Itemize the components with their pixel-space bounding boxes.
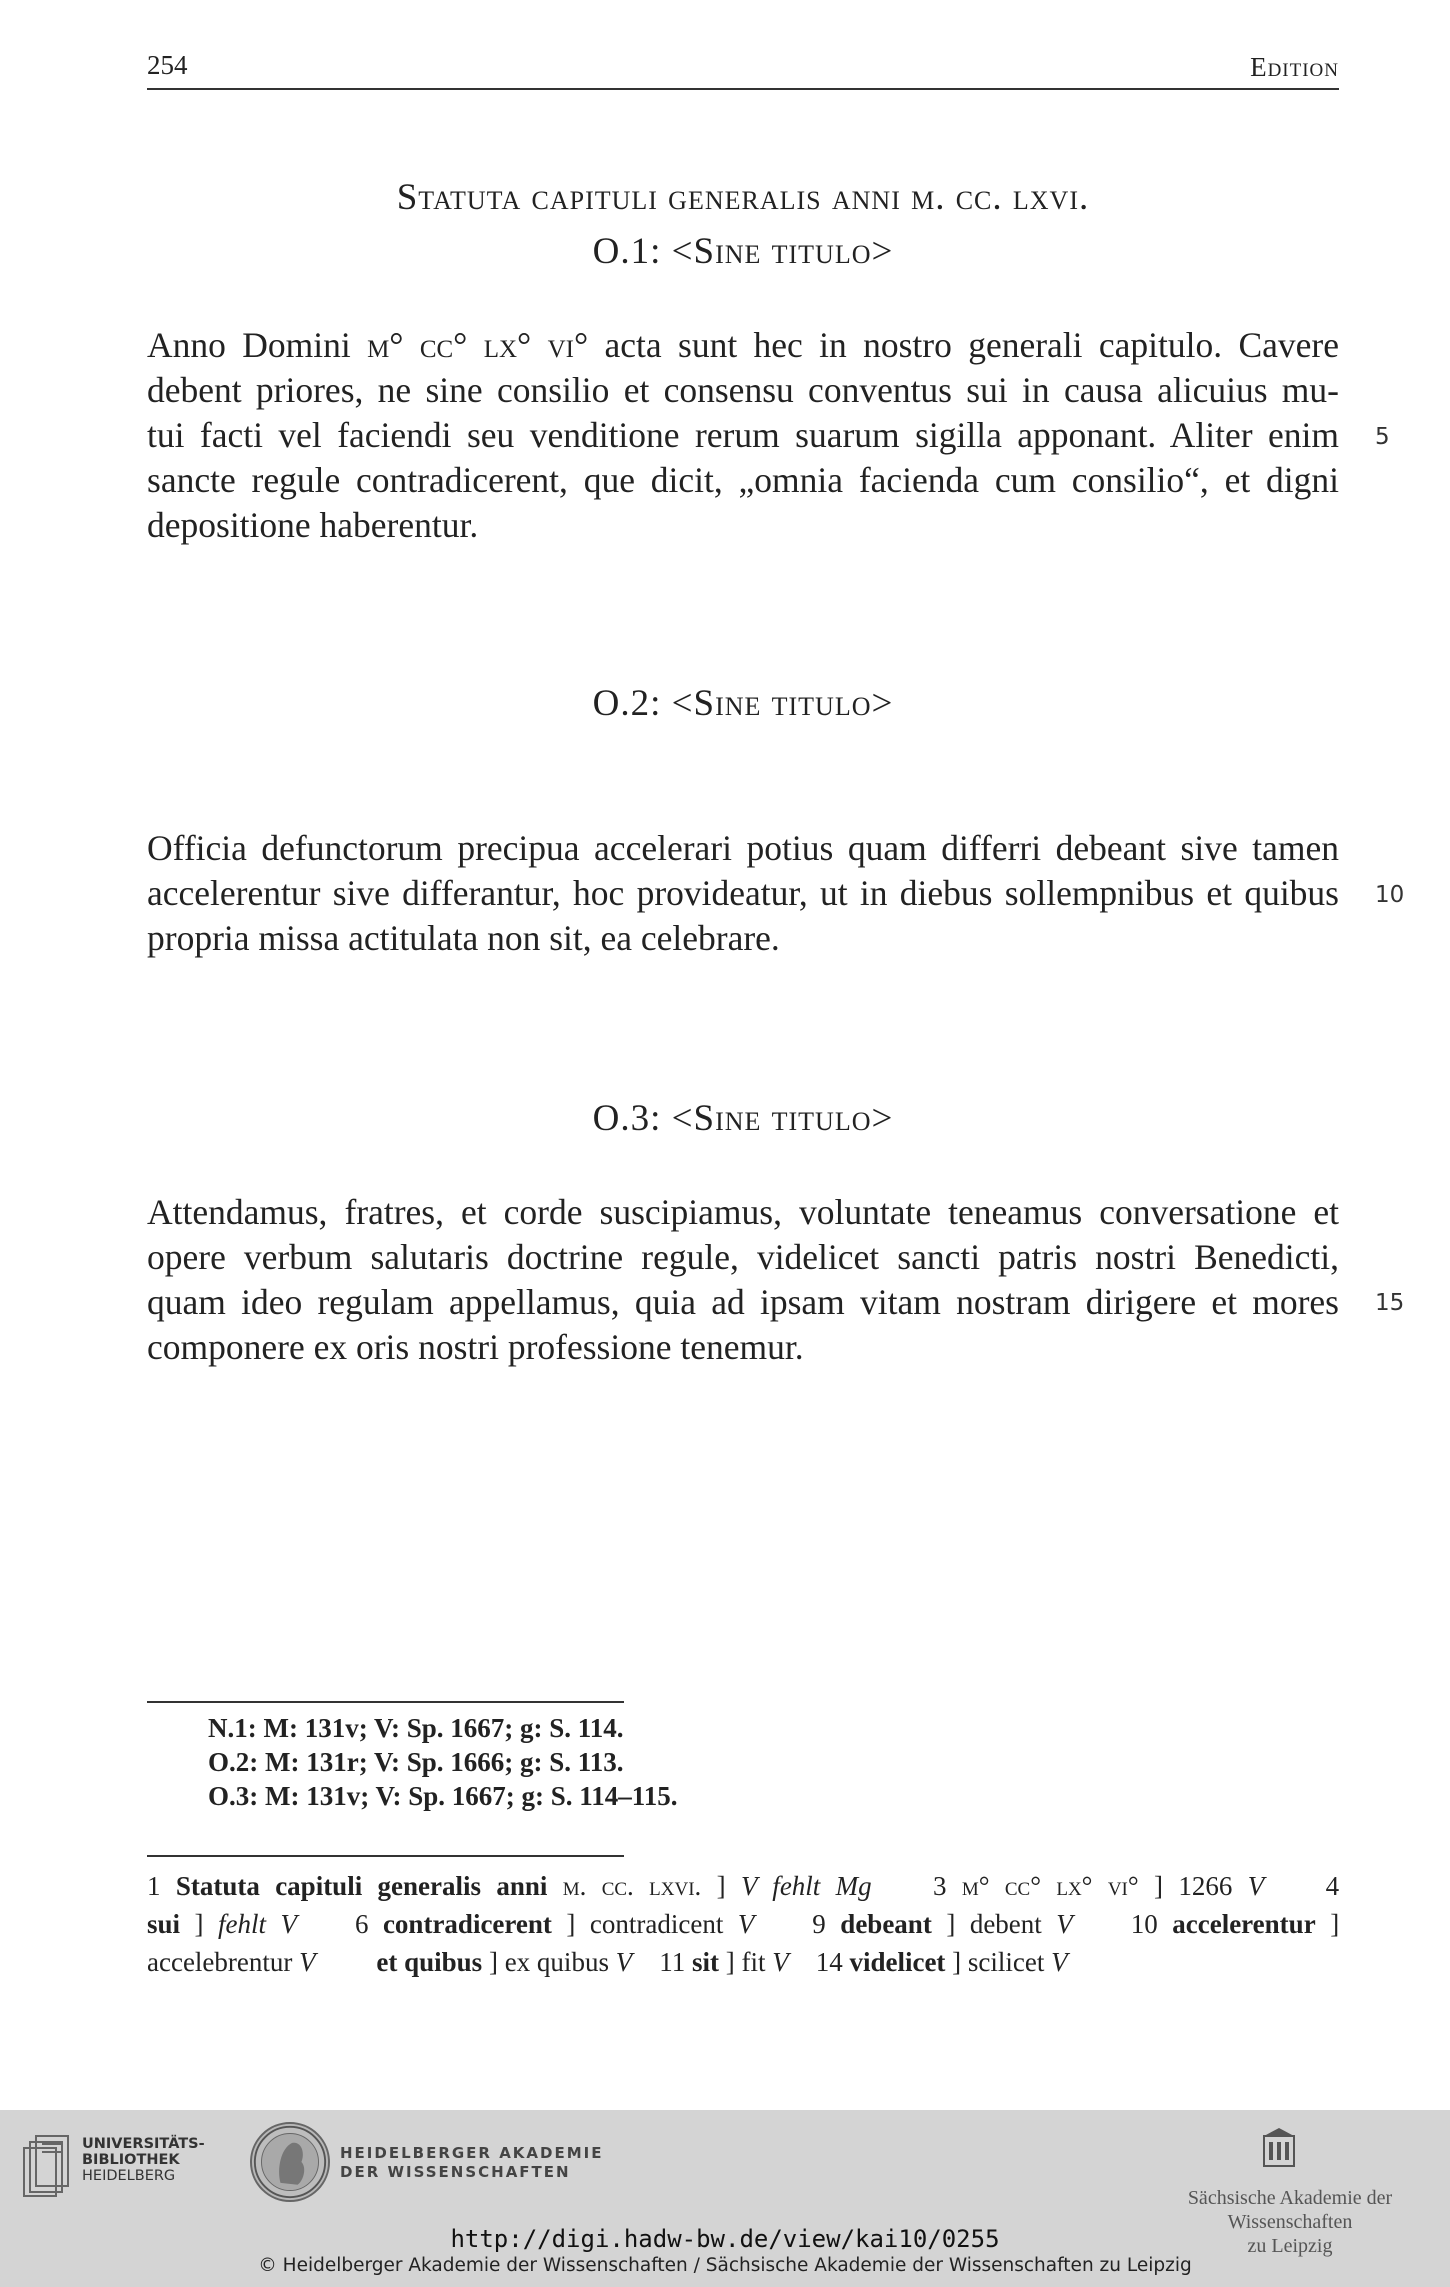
apparatus-line: 1 Statuta capituli generalis anni m. cc. lxvi. ] V fehlt Mg 3 m° cc° lx° vi° ] 1266 V 4 xyxy=(147,1871,1340,1901)
apparatus-divider xyxy=(147,1855,624,1857)
ub-logo-icon xyxy=(16,2130,74,2198)
text-line: quam ideo regulam appellamus, quia ad ipsam vitam nostram dirigere et mores xyxy=(147,1282,1339,1322)
apparatus-line: sui ] fehlt V 6 contradicerent ] contradicent V 9 debeant ] debent V 10 accelerentur ] xyxy=(147,1909,1340,1939)
line-number: 10 xyxy=(1375,882,1405,908)
line-number: 15 xyxy=(1375,1290,1405,1316)
section-heading-o2: O.2: <Sine titulo> xyxy=(592,683,894,724)
source-notes xyxy=(208,1711,678,1813)
section-text-o3 xyxy=(147,1190,1339,1370)
section-heading-o3: O.3: <Sine titulo> xyxy=(592,1098,894,1139)
text-line: Attendamus, fratres, et corde suscipiamus, voluntate teneamus conversatione et xyxy=(147,1192,1339,1232)
source-note: O.2: M: 131r; V: Sp. 1666; g: S. 113. xyxy=(208,1747,624,1777)
line-number: 5 xyxy=(1375,424,1390,450)
hadw-seal-icon xyxy=(250,2122,330,2202)
text-line: debent priores, ne sine consilio et consensu conventus sui in causa alicuius mu- xyxy=(147,370,1339,410)
running-head: Edition xyxy=(1250,52,1339,82)
saw-building-icon xyxy=(1262,2126,1296,2168)
critical-apparatus xyxy=(147,1867,1339,1981)
text-line: tui facti vel faciendi seu venditione rerum suarum sigilla apponant. Aliter enim xyxy=(147,415,1339,455)
text-line: accelerentur sive differantur, hoc provideatur, ut in diebus sollempnibus et quibus xyxy=(147,873,1339,913)
text-line: componere ex oris nostri professione tenemur. xyxy=(147,1327,804,1367)
ub-wordmark: UNIVERSITÄTS- BIBLIOTHEK HEIDELBERG xyxy=(82,2136,205,2184)
apparatus-line: accelebrentur V et quibus ] ex quibus V 11 sit ] fit V 14 videlicet ] scilicet V xyxy=(147,1947,1068,1977)
hadw-wordmark: HEIDELBERGER AKADEMIE DER WISSENSCHAFTEN xyxy=(340,2144,604,2181)
section-text-o1 xyxy=(147,323,1339,548)
text-line: Anno Domini m° cc° lx° vi° acta sunt hec in nostro generali capitulo. Cavere xyxy=(147,325,1339,365)
document-title: Statuta capituli generalis anni m. cc. lxvi. xyxy=(396,177,1090,218)
text-line: opere verbum salutaris doctrine regule, videlicet sancti patris nostri Benedicti, xyxy=(147,1237,1339,1277)
page-number: 254 xyxy=(147,50,188,80)
copyright-notice: © Heidelberger Akademie der Wissenschaften / Sächsische Akademie der Wissenschaften zu Leipzig xyxy=(258,2255,1192,2276)
text-line: depositione haberentur. xyxy=(147,505,479,545)
text-line: Officia defunctorum precipua accelerari potius quam differri debeant sive tamen xyxy=(147,828,1339,868)
page-header xyxy=(147,50,1339,90)
text-line: propria missa actitulata non sit, ea celebrare. xyxy=(147,918,780,958)
source-note: N.1: M: 131v; V: Sp. 1667; g: S. 114. xyxy=(208,1713,624,1743)
text-line: sancte regule contradicerent, que dicit, „omnia facienda cum consilio“, et digni xyxy=(147,460,1339,500)
saw-wordmark: Sächsische Akademie der Wissenschaften zu Leipzig xyxy=(1187,2187,1393,2257)
section-heading-o1: O.1: <Sine titulo> xyxy=(592,231,894,272)
notes-divider xyxy=(147,1701,624,1703)
permalink-url[interactable]: http://digi.hadw-bw.de/view/kai10/0255 xyxy=(450,2225,1000,2253)
section-text-o2 xyxy=(147,826,1339,961)
source-note: O.3: M: 131v; V: Sp. 1667; g: S. 114–115. xyxy=(208,1781,678,1811)
